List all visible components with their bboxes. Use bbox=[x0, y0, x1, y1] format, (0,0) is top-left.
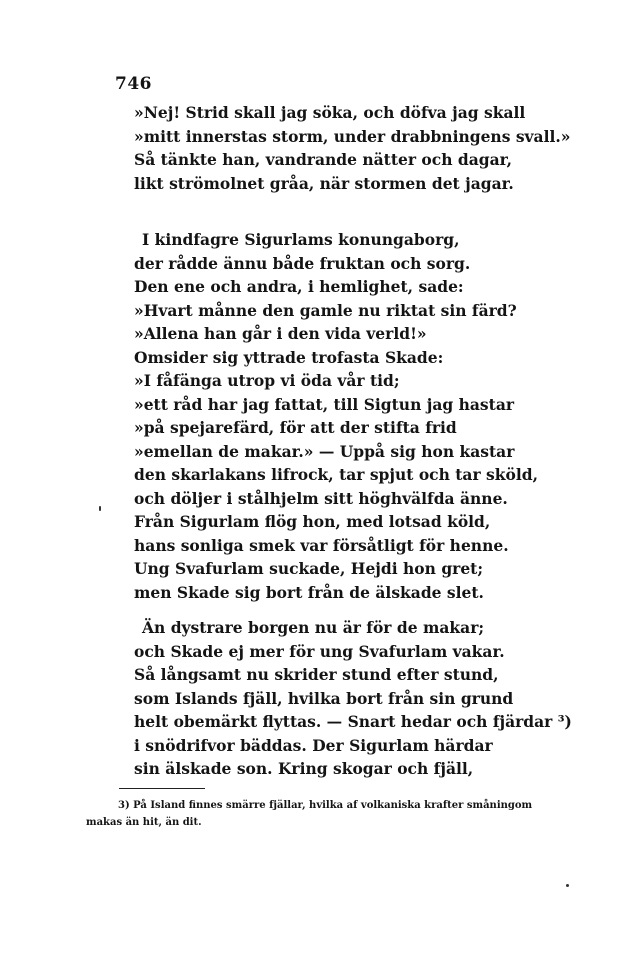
ink-speck bbox=[99, 506, 101, 511]
verse-line: likt strömolnet gråa, när stormen det jagar. bbox=[134, 173, 514, 193]
verse-line: »Hvart månne den gamle nu riktat sin färd? bbox=[134, 300, 517, 320]
verse-line: »emellan de makar.» — Uppå sig hon kastar bbox=[134, 441, 515, 461]
verse-line: och döljer i stålhjelm sitt höghvälfda änne. bbox=[134, 488, 508, 508]
stanza-2 bbox=[134, 228, 538, 604]
footnote-divider bbox=[119, 788, 205, 789]
verse-line: hans sonliga smek var försåtligt för henne. bbox=[134, 535, 509, 555]
stanza-3 bbox=[134, 616, 572, 781]
verse-line: den skarlakans lifrock, tar spjut och tar sköld, bbox=[134, 465, 538, 484]
verse-line: och Skade ej mer för ung Svafurlam vakar. bbox=[134, 641, 505, 661]
verse-line: i snödrifvor bäddas. Der Sigurlam härdar bbox=[134, 735, 493, 755]
verse-line: sin älskade son. Kring skogar och fjäll, bbox=[134, 759, 474, 778]
verse-line: Så tänkte han, vandrande nätter och dagar, bbox=[134, 150, 513, 169]
verse-line: men Skade sig bort från de älskade slet. bbox=[134, 582, 484, 602]
verse-line: Än dystrare borgen nu är för de makar; bbox=[142, 618, 485, 637]
footnote bbox=[86, 797, 548, 831]
verse-line: Den ene och andra, i hemlighet, sade: bbox=[134, 277, 464, 296]
verse-line: »Allena han går i den vida verld!» bbox=[134, 324, 427, 343]
verse-line: »på spejarefärd, för att der stifta frid bbox=[134, 418, 457, 437]
verse-line: »I fåfänga utrop vi öda vår tid; bbox=[134, 371, 400, 390]
verse-line: Omsider sig yttrade trofasta Skade: bbox=[134, 347, 444, 367]
stanza-1 bbox=[134, 101, 571, 195]
verse-line: som Islands fjäll, hvilka bort från sin grund bbox=[134, 688, 514, 708]
verse-line: »mitt innerstas storm, under drabbningens svall.» bbox=[134, 126, 571, 146]
page-number: 746 bbox=[115, 74, 152, 94]
footnote-line: makas än hit, än dit. bbox=[86, 817, 202, 828]
footnote-line: 3) På Island finnes smärre fjällar, hvilka af volkaniska krafter småningom bbox=[118, 800, 533, 811]
verse-line: I kindfagre Sigurlams konungaborg, bbox=[142, 230, 460, 249]
verse-line: Ung Svafurlam suckade, Hejdi hon gret; bbox=[134, 559, 484, 578]
verse-line: der rådde ännu både fruktan och sorg. bbox=[134, 253, 471, 273]
verse-line: helt obemärkt flyttas. — Snart hedar och fjärdar ³) bbox=[134, 712, 572, 731]
verse-line: »Nej! Strid skall jag söka, och döfva jag skall bbox=[134, 103, 526, 122]
ink-speck bbox=[566, 884, 569, 887]
verse-line: Från Sigurlam flög hon, med lotsad köld, bbox=[134, 512, 491, 531]
verse-line: Så långsamt nu skrider stund efter stund, bbox=[134, 665, 499, 684]
verse-line: »ett råd har jag fattat, till Sigtun jag hastar bbox=[134, 394, 515, 414]
